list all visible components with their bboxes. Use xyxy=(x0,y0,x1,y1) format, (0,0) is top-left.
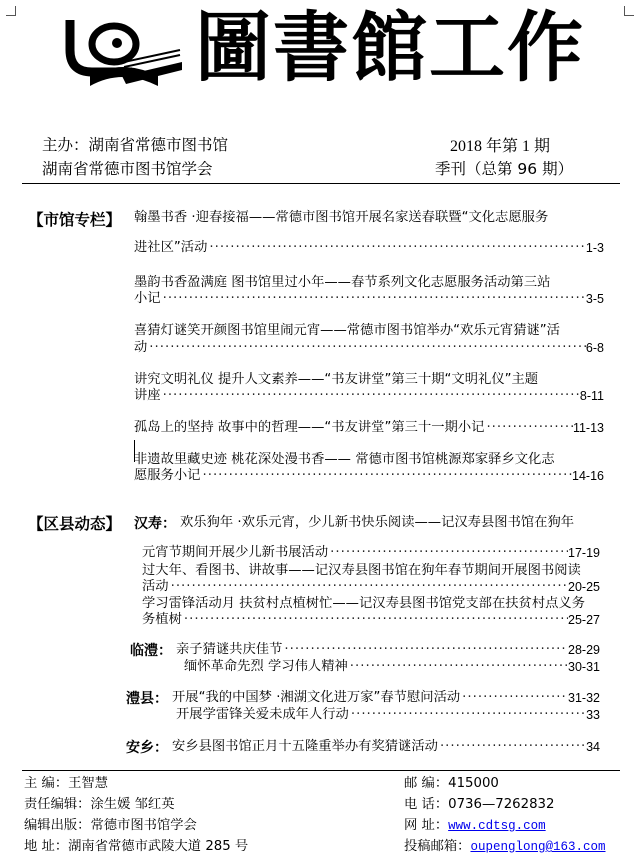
toc-entry-title: 翰墨书香 ·迎春接福——常德市图书馆开展名家送春联暨“文化志愿服务 xyxy=(134,210,549,225)
toc-entry-title-cont: 讲座 xyxy=(134,388,161,403)
toc-entry-cont[interactable] xyxy=(134,238,604,258)
page-number: 31-32 xyxy=(568,691,600,705)
leader-dots xyxy=(200,466,572,486)
footer-value: 涂生媛 邹红英 xyxy=(90,797,175,812)
leader-dots xyxy=(438,737,586,757)
issue-total: 季刊（总第 96 期） xyxy=(435,160,574,178)
page-number: 28-29 xyxy=(568,643,600,657)
page-number: 17-19 xyxy=(568,546,600,560)
page-number: 25-27 xyxy=(568,613,600,627)
toc-entry-cont[interactable] xyxy=(134,289,604,309)
page-number: 6-8 xyxy=(585,341,604,355)
toc-entry-cont[interactable] xyxy=(134,466,604,486)
footer-label: 主 编： xyxy=(24,776,69,791)
toc-entry-title-cont: 元宵节期间开展少儿新书展活动 xyxy=(142,545,329,560)
toc-entry[interactable] xyxy=(134,418,604,438)
footer-value: 王智慧 xyxy=(68,776,109,791)
header-rule xyxy=(22,183,620,184)
leader-dots xyxy=(207,238,586,258)
toc-entry-title: 开展“我的中国梦 ·湘湖文化进万家”春节慰问活动 xyxy=(172,690,461,705)
toc-entry-title-cont: 动 xyxy=(134,340,148,355)
website-link[interactable]: www.cdtsg.com xyxy=(448,819,546,833)
leader-dots xyxy=(348,657,568,677)
footer-value: 415000 xyxy=(448,776,499,791)
toc-entry[interactable] xyxy=(176,705,600,725)
toc-entry[interactable] xyxy=(134,208,604,228)
toc-entry-title-cont: 愿服务小记 xyxy=(134,468,201,483)
footer-label: 编辑出版： xyxy=(24,818,91,833)
section-label-county: 【区县动态】 xyxy=(28,515,122,533)
masthead-title: 圖書館工作 xyxy=(195,3,585,92)
county-linli: 临澧： xyxy=(130,643,172,659)
page-number: 20-25 xyxy=(568,580,600,594)
leader-dots xyxy=(147,338,586,358)
section-label-city: 【市馆专栏】 xyxy=(28,211,122,229)
leader-dots xyxy=(161,386,580,406)
host-line-1: 主办：湖南省常德市图书馆 xyxy=(42,136,229,154)
footer-website xyxy=(404,816,546,836)
toc-entry-title: 过大年、看图书、讲故事——记汉寿县图书馆在狗年春节期间开展图书阅读 xyxy=(142,563,581,578)
toc-entry-title: 欢乐狗年 ·欢乐元宵，少儿新书快乐阅读——记汉寿县图书馆在狗年 xyxy=(180,515,575,530)
footer-publisher xyxy=(24,816,197,836)
issue-year: 2018 年第 1 期 xyxy=(450,138,551,155)
leader-dots xyxy=(484,418,573,438)
county-anxiang: 安乡： xyxy=(126,740,168,756)
footer-editor xyxy=(24,774,108,794)
page-number: 8-11 xyxy=(579,389,604,403)
page-number: 11-13 xyxy=(572,421,604,435)
host-line-2: 湖南省常德市图书馆学会 xyxy=(42,160,213,178)
page-number: 3-5 xyxy=(585,292,604,306)
toc-entry-title: 孤岛上的坚持 故事中的哲理——“书友讲堂”第三十一期小记 xyxy=(134,420,485,435)
toc-entry-cont[interactable] xyxy=(134,386,604,406)
toc-entry-title: 墨韵书香盈满庭 图书馆里过小年——春节系列文化志愿服务活动第三站 xyxy=(134,275,551,290)
toc-entry[interactable] xyxy=(184,657,600,677)
toc-entry-title: 喜猜灯谜笑开颜图书馆里闹元宵——常德市图书馆举办“欢乐元宵猜谜”活 xyxy=(134,323,560,338)
county-hanshou: 汉寿： xyxy=(134,516,176,532)
page-number: 34 xyxy=(586,740,600,754)
leader-dots xyxy=(182,610,568,630)
footer-rule xyxy=(22,770,620,771)
library-logo-icon xyxy=(62,10,188,88)
footer-phone xyxy=(404,795,554,815)
toc-entry-title: 亲子猜谜共庆佳节 xyxy=(176,642,283,657)
footer-label: 邮 编： xyxy=(404,776,449,791)
toc-entry-cont[interactable] xyxy=(142,543,600,563)
footer-address xyxy=(24,837,248,857)
toc-entry[interactable] xyxy=(180,513,600,533)
leader-dots xyxy=(161,289,586,309)
page-number: 30-31 xyxy=(568,660,600,674)
leader-dots xyxy=(328,543,568,563)
email-link[interactable]: oupenglong@163.com xyxy=(470,840,606,854)
footer-email xyxy=(404,837,606,857)
page-number: 1-3 xyxy=(585,241,604,255)
crop-mark-top-right xyxy=(624,6,634,16)
footer-label: 投稿邮箱： xyxy=(404,839,471,854)
footer-label: 地 址： xyxy=(24,839,69,854)
footer-postcode xyxy=(404,774,499,794)
leader-dots xyxy=(349,705,586,725)
footer-resp-editor xyxy=(24,795,175,815)
footer-value: 常德市图书馆学会 xyxy=(90,818,197,833)
toc-entry[interactable] xyxy=(172,737,600,757)
footer-value: 湖南省常德市武陵大道 285 号 xyxy=(68,839,249,854)
toc-entry-title: 缅怀革命先烈 学习伟人精神 xyxy=(184,659,348,674)
county-lixian: 澧县： xyxy=(126,691,168,707)
toc-entry-title-cont: 活动 xyxy=(142,579,169,594)
footer-value: 0736—7262832 xyxy=(448,797,555,812)
toc-entry-cont[interactable] xyxy=(142,610,600,630)
toc-entry-title: 学习雷锋活动月 扶贫村点植树忙——记汉寿县图书馆党支部在扶贫村点义务 xyxy=(142,596,586,611)
toc-entry-title-cont: 务植树 xyxy=(142,612,182,627)
page-number: 33 xyxy=(586,708,600,722)
toc-entry-title-cont: 进社区”活动 xyxy=(134,240,208,255)
toc-entry-title-cont: 小记 xyxy=(134,291,161,306)
crop-mark-top-left xyxy=(6,6,16,16)
toc-entry-title: 安乡县图书馆正月十五隆重举办有奖猜谜活动 xyxy=(172,739,438,754)
footer-label: 电 话： xyxy=(404,797,449,812)
toc-entry-title: 讲究文明礼仪 提升人文素养——“书友讲堂”第三十期“文明礼仪”主题 xyxy=(134,372,539,387)
footer-label: 责任编辑： xyxy=(24,797,91,812)
footer-label: 网 址： xyxy=(404,818,449,833)
toc-entry-title: 非遗故里藏史迹 桃花深处漫书香—— 常德市图书馆桃源郑家驿乡文化志 xyxy=(134,452,555,467)
toc-entry-cont[interactable] xyxy=(134,338,604,358)
toc-entry-title: 开展学雷锋关爱未成年人行动 xyxy=(176,707,349,722)
page-number: 14-16 xyxy=(572,469,604,483)
